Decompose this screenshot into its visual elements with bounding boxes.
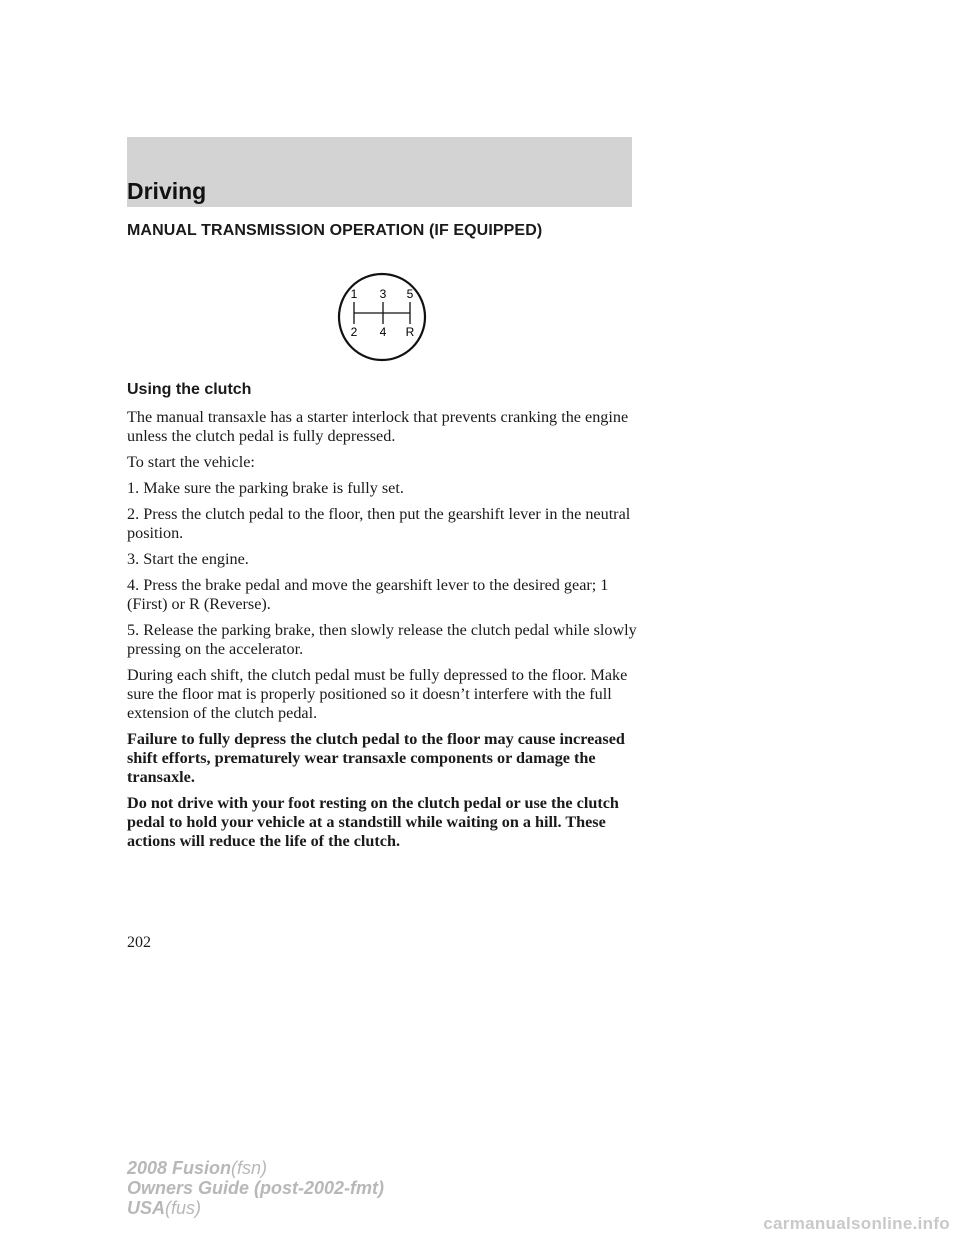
footer-guide: Owners Guide (post-2002-fmt)	[127, 1178, 385, 1198]
footer-region-code: (fus)	[165, 1198, 202, 1218]
step-item: 5. Release the parking brake, then slowly release the clutch pedal while slowly pressing on the accelerator.	[127, 621, 637, 658]
page-number: 202	[127, 934, 151, 951]
paragraph: During each shift, the clutch pedal must be fully depressed to the floor. Make sure the floor mat is properly positioned so it doesn’t interfere with the full extension of the clutch pedal.	[127, 666, 628, 722]
warning-text: Failure to fully depress the clutch pedal to the floor may cause increased shift efforts, prematurely wear transaxle components or damage the transaxle.	[127, 730, 625, 786]
body-text	[127, 408, 647, 858]
watermark: carmanualsonline.info	[763, 1214, 950, 1233]
subsection-heading: Using the clutch	[127, 381, 252, 398]
section-heading: MANUAL TRANSMISSION OPERATION (IF EQUIPPED)	[127, 222, 543, 239]
footer-model: 2008 Fusion	[127, 1158, 232, 1178]
paragraph: The manual transaxle has a starter interlock that prevents cranking the engine unless the clutch pedal is fully depressed.	[127, 408, 629, 445]
gear-label-reverse: R	[405, 325, 415, 339]
warning-text: Do not drive with your foot resting on the clutch pedal or use the clutch pedal to hold your vehicle at a standstill while waiting on a hill. These actions will reduce the life of the clutch.	[127, 794, 619, 850]
step-item: 3. Start the engine.	[127, 550, 249, 568]
paragraph: To start the vehicle:	[127, 453, 255, 471]
gear-label-2: 2	[350, 325, 358, 339]
gear-label-3: 3	[379, 287, 387, 301]
gear-shift-pattern-diagram	[337, 272, 427, 362]
step-item: 4. Press the brake pedal and move the gearshift lever to the desired gear; 1 (First) or R (Reverse).	[127, 576, 609, 613]
step-item: 1. Make sure the parking brake is fully set.	[127, 479, 404, 497]
footer-region: USA	[127, 1198, 166, 1218]
document-footer	[127, 1158, 384, 1218]
footer-model-code: (fsn)	[231, 1158, 268, 1178]
gear-label-4: 4	[379, 325, 387, 339]
gear-label-5: 5	[406, 287, 414, 301]
page-section-title: Driving	[127, 178, 207, 204]
step-item: 2. Press the clutch pedal to the floor, then put the gearshift lever in the neutral position.	[127, 505, 631, 542]
gear-label-1: 1	[350, 287, 358, 301]
